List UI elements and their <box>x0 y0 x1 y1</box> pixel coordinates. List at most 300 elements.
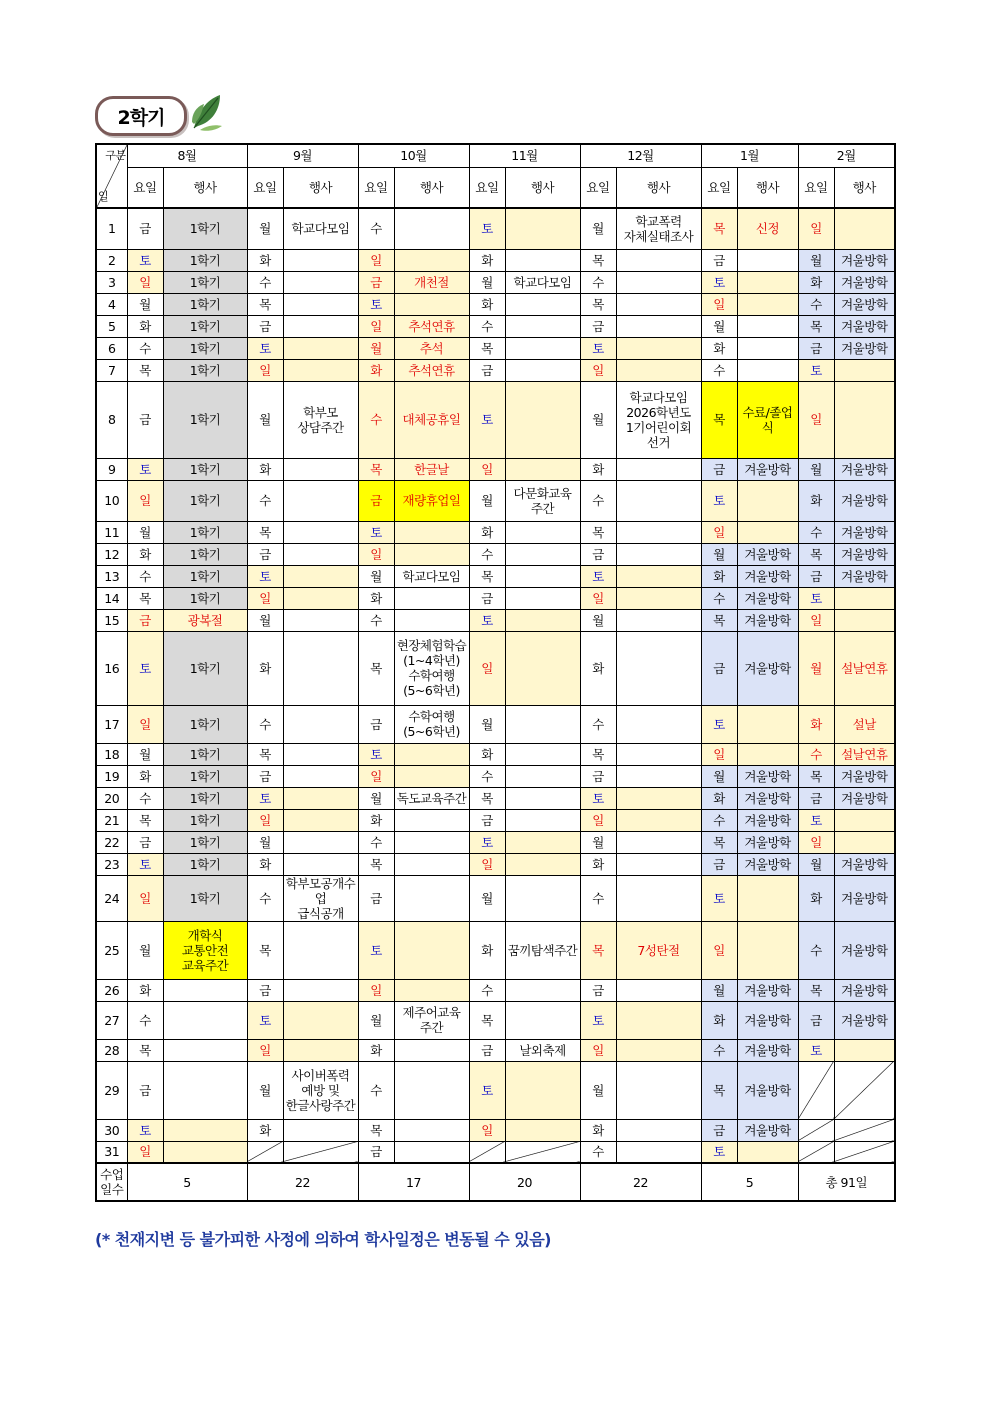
event-cell: 겨울방학 <box>834 458 895 480</box>
event-cell: 1학기 <box>163 587 247 609</box>
event-cell <box>283 921 358 979</box>
day-of-week: 화 <box>247 631 283 705</box>
event-cell: 수학여행 (5~6학년) <box>394 705 469 743</box>
event-cell: 1학기 <box>163 293 247 315</box>
table-row <box>96 1119 895 1141</box>
month-header: 8월 <box>127 144 247 167</box>
event-cell <box>283 1119 358 1141</box>
day-of-week: 목 <box>580 249 616 271</box>
day-of-week: 수 <box>247 480 283 521</box>
day-of-week: 화 <box>358 1039 394 1061</box>
event-cell <box>163 979 247 1001</box>
event-cell <box>505 831 580 853</box>
empty-day-cell <box>247 1141 283 1163</box>
day-of-week: 화 <box>701 787 737 809</box>
event-cell <box>505 1001 580 1039</box>
day-of-week: 월 <box>127 293 163 315</box>
day-of-week: 수 <box>798 521 834 543</box>
event-cell <box>394 1119 469 1141</box>
event-cell: 겨울방학 <box>834 337 895 359</box>
table-row <box>96 315 895 337</box>
day-of-week: 금 <box>701 249 737 271</box>
event-cell <box>737 337 798 359</box>
event-cell <box>283 831 358 853</box>
day-of-week: 목 <box>798 979 834 1001</box>
event-cell: 학교다모임 <box>283 208 358 249</box>
empty-day-cell <box>505 1141 580 1163</box>
event-cell <box>283 359 358 381</box>
event-cell: 겨울방학 <box>737 787 798 809</box>
day-of-week: 화 <box>580 458 616 480</box>
school-days-count: 17 <box>358 1163 469 1201</box>
day-of-week: 금 <box>469 587 505 609</box>
event-cell: 7성탄절 <box>616 921 701 979</box>
table-row <box>96 631 895 705</box>
event-cell: 1학기 <box>163 705 247 743</box>
day-of-week: 토 <box>701 705 737 743</box>
event-cell <box>505 875 580 921</box>
day-of-week: 금 <box>701 1119 737 1141</box>
table-row <box>96 521 895 543</box>
event-cell: 겨울방학 <box>834 875 895 921</box>
event-cell: 대체공휴일 <box>394 381 469 458</box>
day-of-week: 화 <box>798 480 834 521</box>
event-cell <box>505 631 580 705</box>
day-of-week: 목 <box>701 381 737 458</box>
day-of-week: 월 <box>580 208 616 249</box>
table-row <box>96 705 895 743</box>
event-cell: 1학기 <box>163 521 247 543</box>
event-cell: 날외축제 <box>505 1039 580 1061</box>
day-of-week: 화 <box>358 587 394 609</box>
day-number: 28 <box>96 1039 127 1061</box>
day-of-week: 일 <box>247 587 283 609</box>
day-of-week: 금 <box>469 809 505 831</box>
event-cell: 겨울방학 <box>834 853 895 875</box>
event-cell <box>616 315 701 337</box>
event-cell <box>616 743 701 765</box>
day-of-week: 수 <box>798 743 834 765</box>
event-cell <box>505 521 580 543</box>
day-of-week: 일 <box>701 921 737 979</box>
event-cell <box>616 1061 701 1119</box>
event-column-header: 행사 <box>394 167 469 208</box>
event-cell <box>834 831 895 853</box>
event-cell <box>616 293 701 315</box>
event-cell <box>616 765 701 787</box>
event-cell: 개천절 <box>394 271 469 293</box>
school-days-count: 5 <box>701 1163 798 1201</box>
day-of-week: 토 <box>798 809 834 831</box>
table-row <box>96 359 895 381</box>
event-cell <box>737 480 798 521</box>
event-cell <box>394 765 469 787</box>
event-cell: 수료/졸업식 <box>737 381 798 458</box>
day-of-week: 수 <box>580 480 616 521</box>
event-cell: 겨울방학 <box>834 565 895 587</box>
event-cell: 현장체험학습 (1~4학년) 수학여행 (5~6학년) <box>394 631 469 705</box>
event-cell <box>616 853 701 875</box>
event-cell: 1학기 <box>163 458 247 480</box>
day-of-week: 수 <box>580 875 616 921</box>
event-cell <box>394 743 469 765</box>
day-of-week: 금 <box>580 979 616 1001</box>
event-cell: 겨울방학 <box>834 921 895 979</box>
academic-calendar-table <box>95 143 896 1202</box>
day-of-week: 목 <box>798 543 834 565</box>
event-cell <box>505 1061 580 1119</box>
table-row <box>96 609 895 631</box>
event-cell: 겨울방학 <box>737 609 798 631</box>
table-row <box>96 853 895 875</box>
event-cell: 꿈끼탐색주간 <box>505 921 580 979</box>
day-of-week: 월 <box>358 787 394 809</box>
event-cell <box>737 743 798 765</box>
event-cell: 겨울방학 <box>737 1061 798 1119</box>
day-of-week: 토 <box>127 249 163 271</box>
table-row <box>96 875 895 921</box>
event-cell <box>283 587 358 609</box>
day-of-week: 토 <box>701 271 737 293</box>
event-cell <box>505 787 580 809</box>
event-cell <box>834 208 895 249</box>
event-cell <box>505 1119 580 1141</box>
day-of-week: 일 <box>798 208 834 249</box>
empty-day-cell <box>834 1061 895 1119</box>
event-cell <box>394 1141 469 1163</box>
event-cell: 사이버폭력 예방 및 한글사랑주간 <box>283 1061 358 1119</box>
day-of-week: 일 <box>469 1119 505 1141</box>
day-of-week: 수 <box>580 1141 616 1163</box>
dow-column-header: 요일 <box>469 167 505 208</box>
event-cell: 1학기 <box>163 208 247 249</box>
event-cell <box>283 853 358 875</box>
event-cell: 1학기 <box>163 359 247 381</box>
day-of-week: 목 <box>469 337 505 359</box>
empty-day-cell <box>798 1119 834 1141</box>
day-of-week: 금 <box>798 787 834 809</box>
day-of-week: 수 <box>127 337 163 359</box>
month-header: 12월 <box>580 144 701 167</box>
day-of-week: 목 <box>247 921 283 979</box>
day-of-week: 토 <box>358 521 394 543</box>
event-cell: 겨울방학 <box>737 831 798 853</box>
event-cell <box>616 609 701 631</box>
event-cell: 겨울방학 <box>834 249 895 271</box>
day-of-week: 화 <box>127 765 163 787</box>
day-of-week: 일 <box>701 521 737 543</box>
event-cell <box>283 337 358 359</box>
day-of-week: 수 <box>247 705 283 743</box>
event-cell: 겨울방학 <box>737 543 798 565</box>
event-cell <box>737 921 798 979</box>
day-of-week: 목 <box>127 359 163 381</box>
day-of-week: 목 <box>701 1061 737 1119</box>
day-of-week: 금 <box>580 543 616 565</box>
table-row <box>96 743 895 765</box>
event-cell <box>394 1039 469 1061</box>
day-of-week: 토 <box>580 787 616 809</box>
day-of-week: 목 <box>469 787 505 809</box>
day-of-week: 목 <box>358 853 394 875</box>
day-number: 9 <box>96 458 127 480</box>
day-number: 31 <box>96 1141 127 1163</box>
day-number: 18 <box>96 743 127 765</box>
table-row <box>96 458 895 480</box>
day-of-week: 토 <box>469 831 505 853</box>
day-of-week: 일 <box>358 249 394 271</box>
day-of-week: 화 <box>701 1001 737 1039</box>
day-of-week: 수 <box>701 1039 737 1061</box>
day-number: 17 <box>96 705 127 743</box>
day-of-week: 토 <box>247 1001 283 1039</box>
event-cell: 겨울방학 <box>834 480 895 521</box>
day-of-week: 월 <box>701 315 737 337</box>
event-cell <box>283 809 358 831</box>
day-of-week: 화 <box>247 249 283 271</box>
day-of-week: 월 <box>247 831 283 853</box>
day-of-week: 월 <box>798 631 834 705</box>
event-cell: 신정 <box>737 208 798 249</box>
school-days-count: 5 <box>127 1163 247 1201</box>
day-of-week: 일 <box>358 979 394 1001</box>
event-cell <box>616 787 701 809</box>
day-of-week: 일 <box>701 293 737 315</box>
event-cell: 1학기 <box>163 315 247 337</box>
day-of-week: 월 <box>358 337 394 359</box>
empty-day-cell <box>798 1061 834 1119</box>
day-number: 10 <box>96 480 127 521</box>
day-of-week: 화 <box>247 853 283 875</box>
table-row <box>96 765 895 787</box>
day-number: 26 <box>96 979 127 1001</box>
event-cell: 겨울방학 <box>737 631 798 705</box>
day-of-week: 화 <box>127 543 163 565</box>
day-of-week: 화 <box>469 521 505 543</box>
day-of-week: 금 <box>469 359 505 381</box>
event-cell: 학부모 상담주간 <box>283 381 358 458</box>
day-of-week: 수 <box>580 271 616 293</box>
day-of-week: 토 <box>798 1039 834 1061</box>
school-days-count: 22 <box>247 1163 358 1201</box>
day-of-week: 금 <box>701 631 737 705</box>
event-cell <box>394 979 469 1001</box>
day-number: 6 <box>96 337 127 359</box>
event-cell: 1학기 <box>163 875 247 921</box>
day-of-week: 월 <box>469 480 505 521</box>
event-cell <box>505 359 580 381</box>
event-cell: 1학기 <box>163 480 247 521</box>
day-of-week: 목 <box>127 1039 163 1061</box>
month-header: 9월 <box>247 144 358 167</box>
event-cell <box>737 293 798 315</box>
day-of-week: 일 <box>469 631 505 705</box>
event-cell <box>394 853 469 875</box>
table-row <box>96 979 895 1001</box>
event-cell <box>616 521 701 543</box>
day-of-week: 월 <box>469 705 505 743</box>
day-number: 29 <box>96 1061 127 1119</box>
event-cell <box>283 271 358 293</box>
day-of-week: 토 <box>580 1001 616 1039</box>
event-cell: 학교다모임 2026학년도 1기어린이회 선거 <box>616 381 701 458</box>
day-of-week: 화 <box>701 337 737 359</box>
event-cell: 겨울방학 <box>737 853 798 875</box>
day-of-week: 토 <box>469 609 505 631</box>
event-cell <box>834 587 895 609</box>
event-cell: 개학식 교통안전 교육주간 <box>163 921 247 979</box>
event-cell: 1학기 <box>163 831 247 853</box>
event-cell <box>163 1039 247 1061</box>
event-cell <box>737 249 798 271</box>
event-cell <box>505 543 580 565</box>
table-row <box>96 381 895 458</box>
day-of-week: 목 <box>701 208 737 249</box>
day-of-week: 일 <box>127 1141 163 1163</box>
table-row <box>96 543 895 565</box>
event-cell <box>737 705 798 743</box>
day-of-week: 수 <box>469 979 505 1001</box>
day-of-week: 수 <box>580 705 616 743</box>
day-of-week: 화 <box>247 1119 283 1141</box>
event-cell <box>616 337 701 359</box>
day-of-week: 토 <box>701 480 737 521</box>
day-of-week: 금 <box>798 565 834 587</box>
event-column-header: 행사 <box>737 167 798 208</box>
event-cell <box>505 565 580 587</box>
day-of-week: 화 <box>798 705 834 743</box>
empty-day-cell <box>834 1119 895 1141</box>
event-cell <box>737 521 798 543</box>
day-of-week: 토 <box>127 853 163 875</box>
event-cell: 학교다모임 <box>394 565 469 587</box>
event-cell <box>163 1061 247 1119</box>
event-cell <box>394 293 469 315</box>
day-of-week: 목 <box>798 765 834 787</box>
event-cell <box>283 315 358 337</box>
event-cell <box>505 765 580 787</box>
table-row <box>96 587 895 609</box>
event-cell <box>283 249 358 271</box>
day-of-week: 월 <box>247 1061 283 1119</box>
table-row <box>96 249 895 271</box>
day-of-week: 일 <box>358 543 394 565</box>
day-of-week: 월 <box>580 381 616 458</box>
day-of-week: 수 <box>247 875 283 921</box>
day-of-week: 목 <box>247 743 283 765</box>
day-of-week: 월 <box>247 208 283 249</box>
event-cell <box>616 1039 701 1061</box>
day-of-week: 금 <box>798 1001 834 1039</box>
day-of-week: 토 <box>358 293 394 315</box>
day-of-week: 일 <box>580 587 616 609</box>
day-of-week: 금 <box>247 315 283 337</box>
event-cell <box>283 458 358 480</box>
day-of-week: 월 <box>580 831 616 853</box>
day-of-week: 금 <box>358 705 394 743</box>
event-cell: 1학기 <box>163 809 247 831</box>
event-cell <box>834 809 895 831</box>
day-of-week: 금 <box>580 765 616 787</box>
day-number: 30 <box>96 1119 127 1141</box>
event-cell <box>394 831 469 853</box>
event-cell: 겨울방학 <box>737 565 798 587</box>
event-cell: 학교폭력 자체실태조사 <box>616 208 701 249</box>
event-cell <box>834 381 895 458</box>
day-of-week: 월 <box>358 1001 394 1039</box>
event-cell <box>834 609 895 631</box>
event-cell <box>834 359 895 381</box>
day-of-week: 화 <box>358 359 394 381</box>
day-of-week: 목 <box>247 521 283 543</box>
day-of-week: 화 <box>127 979 163 1001</box>
event-cell <box>505 249 580 271</box>
table-row <box>96 831 895 853</box>
day-of-week: 토 <box>580 337 616 359</box>
event-cell <box>394 543 469 565</box>
event-cell <box>616 359 701 381</box>
day-of-week: 목 <box>358 1119 394 1141</box>
day-of-week: 화 <box>469 743 505 765</box>
dow-column-header: 요일 <box>358 167 394 208</box>
day-of-week: 월 <box>701 543 737 565</box>
event-cell <box>394 809 469 831</box>
event-cell <box>505 743 580 765</box>
day-of-week: 금 <box>701 853 737 875</box>
day-of-week: 월 <box>127 521 163 543</box>
event-cell: 설날연휴 <box>834 631 895 705</box>
empty-day-cell <box>798 1141 834 1163</box>
table-row <box>96 480 895 521</box>
empty-day-cell <box>834 1141 895 1163</box>
event-cell <box>505 381 580 458</box>
day-of-week: 토 <box>469 1061 505 1119</box>
day-of-week: 수 <box>247 271 283 293</box>
event-cell <box>283 979 358 1001</box>
event-cell: 설날연휴 <box>834 743 895 765</box>
school-days-label: 수업 일수 <box>96 1163 127 1201</box>
day-number: 14 <box>96 587 127 609</box>
event-column-header: 행사 <box>616 167 701 208</box>
event-cell: 추석 <box>394 337 469 359</box>
day-of-week: 월 <box>701 979 737 1001</box>
day-of-week: 목 <box>701 831 737 853</box>
event-cell <box>163 1001 247 1039</box>
day-of-week: 월 <box>358 565 394 587</box>
day-of-week: 일 <box>358 315 394 337</box>
event-cell <box>616 458 701 480</box>
day-number: 19 <box>96 765 127 787</box>
day-of-week: 수 <box>701 359 737 381</box>
day-of-week: 월 <box>580 609 616 631</box>
day-of-week: 목 <box>358 631 394 705</box>
day-of-week: 수 <box>469 315 505 337</box>
event-cell <box>283 565 358 587</box>
day-of-week: 금 <box>469 1039 505 1061</box>
day-of-week: 토 <box>247 787 283 809</box>
event-cell <box>394 921 469 979</box>
event-cell <box>394 1061 469 1119</box>
table-row <box>96 787 895 809</box>
day-of-week: 일 <box>247 1039 283 1061</box>
event-cell <box>394 208 469 249</box>
day-of-week: 일 <box>127 271 163 293</box>
event-cell: 겨울방학 <box>834 1001 895 1039</box>
event-cell: 광복절 <box>163 609 247 631</box>
day-of-week: 수 <box>358 1061 394 1119</box>
event-cell <box>283 293 358 315</box>
event-cell <box>616 587 701 609</box>
